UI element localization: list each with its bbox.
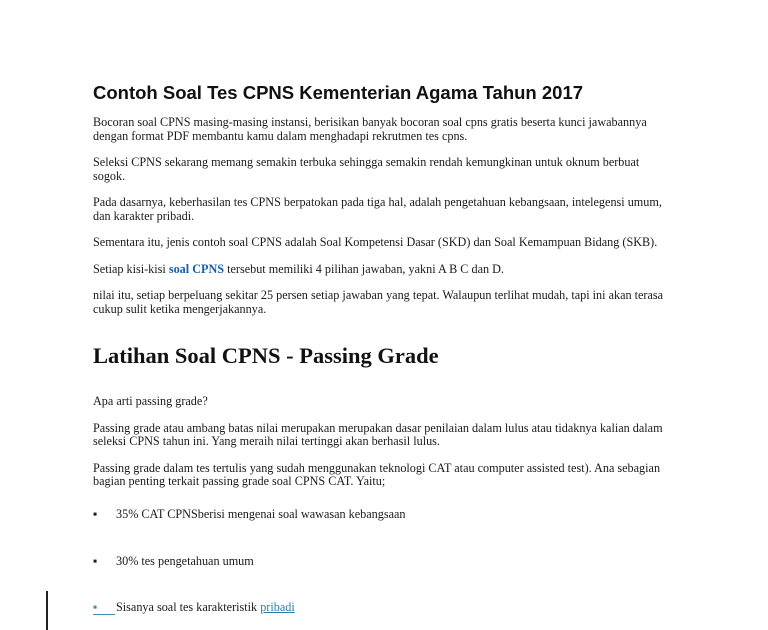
underline-decoration [93,614,115,615]
article-title: Contoh Soal Tes CPNS Kementerian Agama Tahun 2017 [93,82,584,103]
list-item-text: 35% CAT CPNSberisi mengenai soal wawasan kebangsaan [116,506,406,521]
passing-grade-list [93,507,673,614]
paragraph-dasarnya: Pada dasarnya, keberhasilan tes CPNS berpatokan pada tiga hal, adalah pengetahuan kebangsaan, intelegensi umum, dan karakter pribadi. [93,195,662,223]
bullet-square-icon: ▪ [93,506,98,521]
kisi-text-after: tersebut memiliki 4 pilihan jawaban, yakni A B C dan D. [224,261,504,276]
paragraph-jenis-soal: Sementara itu, jenis contoh soal CPNS adalah Soal Kompetensi Dasar (SKD) dan Soal Kemampuan Bidang (SKB). [93,235,658,249]
paragraph-passing-grade-cat: Passing grade dalam tes tertulis yang sudah menggunakan teknologi CAT atau computer assisted test). Ana sebagian bagian penting terkait passing grade soal CPNS CAT. Yaitu; [93,460,661,488]
soal-cpns-link[interactable]: soal CPNS [168,261,225,276]
paragraph-kisi-kisi [93,263,673,277]
margin-change-bar [46,591,48,630]
bullet-square-icon: ▪ [93,599,98,614]
bullet-square-icon: ▪ [93,553,98,568]
paragraph-nilai: nilai itu, setiap berpeluang sekitar 25 persen setiap jawaban yang tepat. Walaupun terlihat mudah, tapi ini akan terasa cukup sulit ketika mengerjakannya. [93,288,664,316]
paragraph-seleksi: Seleksi CPNS sekarang memang semakin terbuka sehingga semakin rendah kemungkinan untuk oknum berbuat sogok. [93,155,640,183]
list-item [93,600,673,614]
list-item-text: Sisanya soal tes karakteristik [116,599,261,614]
pribadi-link[interactable]: pribadi [260,599,295,614]
list-item [93,507,673,521]
list-item-text: 30% tes pengetahuan umum [116,553,254,568]
passing-grade-question: Apa arti passing grade? [93,394,208,408]
paragraph-intro: Bocoran soal CPNS masing-masing instansi, berisikan banyak bocoran soal cpns gratis beserta kunci jawabannya dengan format PDF membantu kamu dalam menghadapi rekrutmen tes cpns. [93,115,647,143]
list-item [93,554,673,568]
section-heading: Latihan Soal CPNS - Passing Grade [93,343,439,368]
document-page [93,82,673,614]
paragraph-passing-grade-definition: Passing grade atau ambang batas nilai merupakan merupakan dasar penilaian dalam lulus atau tidaknya kalian dalam seleksi CPNS tahun ini. Yang meraih nilai tertinggi akan berhasil lulus. [93,420,663,448]
kisi-text-before: Setiap kisi-kisi [93,261,169,276]
